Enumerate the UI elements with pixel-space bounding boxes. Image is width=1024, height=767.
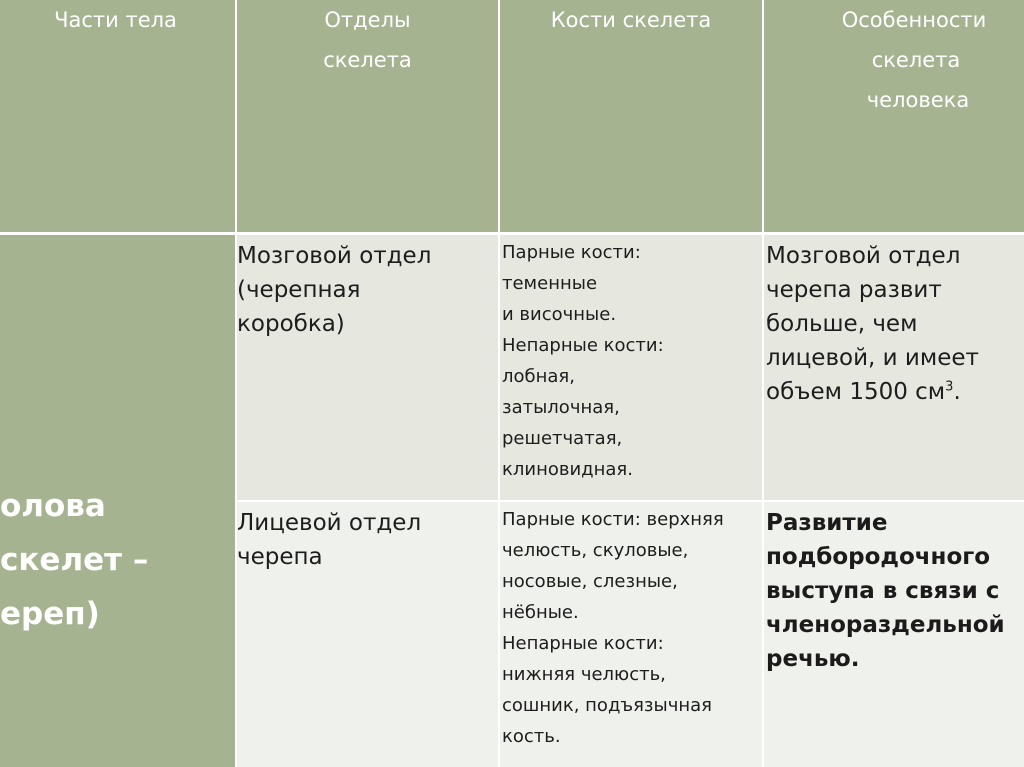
bones-cell-brain bbox=[500, 235, 762, 500]
division-cell-face bbox=[237, 502, 498, 767]
division-line: Мозговой отдел bbox=[237, 243, 432, 269]
division-line: коробка) bbox=[237, 311, 345, 337]
bones-line: кость. bbox=[502, 726, 561, 747]
header-features-line: человека bbox=[866, 88, 970, 112]
header-divisions bbox=[237, 0, 498, 232]
features-cell-brain bbox=[764, 235, 1024, 500]
volume-superscript: 3 bbox=[945, 379, 954, 395]
bones-line: челюсть, скуловые, bbox=[502, 540, 689, 561]
header-features bbox=[764, 0, 1024, 232]
features-line: речью. bbox=[766, 646, 860, 672]
header-divisions-line: Отделы bbox=[324, 8, 411, 32]
header-parts bbox=[0, 0, 235, 232]
header-features-line: Особенности bbox=[841, 8, 987, 32]
header-bones-line: Кости скелета bbox=[550, 8, 712, 32]
bones-line: носовые, слезные, bbox=[502, 571, 678, 592]
features-line: черепа развит bbox=[766, 277, 942, 303]
column-divider bbox=[498, 0, 500, 767]
bones-line: сошник, подъязычная bbox=[502, 695, 712, 716]
volume-period: . bbox=[953, 379, 961, 405]
features-cell-face bbox=[764, 502, 1024, 767]
column-divider bbox=[235, 0, 237, 767]
features-line: членораздельной bbox=[766, 612, 1005, 638]
division-line: черепа bbox=[237, 544, 323, 570]
bones-line: затылочная, bbox=[502, 397, 620, 418]
features-line: больше, чем bbox=[766, 311, 918, 337]
header-features-line: скелета bbox=[871, 48, 961, 72]
bones-line: теменные bbox=[502, 273, 598, 294]
features-line: лицевой, и имеет bbox=[766, 345, 979, 371]
bones-line: и височные. bbox=[502, 304, 617, 325]
bones-line: Парные кости: верхняя bbox=[502, 509, 724, 530]
bones-line: решетчатая, bbox=[502, 428, 623, 449]
features-line: Развитие bbox=[766, 510, 888, 536]
column-divider bbox=[762, 0, 764, 767]
bones-line: клиновидная. bbox=[502, 459, 633, 480]
body-part-text bbox=[0, 479, 198, 641]
features-line: Мозговой отдел bbox=[766, 243, 961, 269]
volume-text: объем 1500 см bbox=[766, 379, 946, 405]
bones-line: лобная, bbox=[502, 366, 575, 387]
bones-line: Непарные кости: bbox=[502, 335, 664, 356]
header-divisions-line: скелета bbox=[323, 48, 412, 72]
bones-line: нижняя челюсть, bbox=[502, 664, 666, 685]
bones-line: Парные кости: bbox=[502, 242, 641, 263]
division-cell-brain bbox=[237, 235, 498, 500]
body-part-line: скелет – bbox=[0, 542, 149, 578]
header-parts-line: Части тела bbox=[54, 8, 177, 32]
body-part-cell bbox=[0, 235, 235, 767]
bones-cell-face bbox=[500, 502, 762, 767]
body-part-line: ереп) bbox=[0, 596, 100, 632]
features-line: выступа в связи с bbox=[766, 578, 1000, 604]
division-line: Лицевой отдел bbox=[237, 510, 422, 536]
bones-line: нёбные. bbox=[502, 602, 579, 623]
body-part-line: олова bbox=[0, 488, 106, 524]
header-bones bbox=[500, 0, 762, 232]
division-line: (черепная bbox=[237, 277, 361, 303]
features-line-volume bbox=[766, 375, 1024, 409]
bones-line: Непарные кости: bbox=[502, 633, 664, 654]
features-line: подбородочного bbox=[766, 544, 991, 570]
